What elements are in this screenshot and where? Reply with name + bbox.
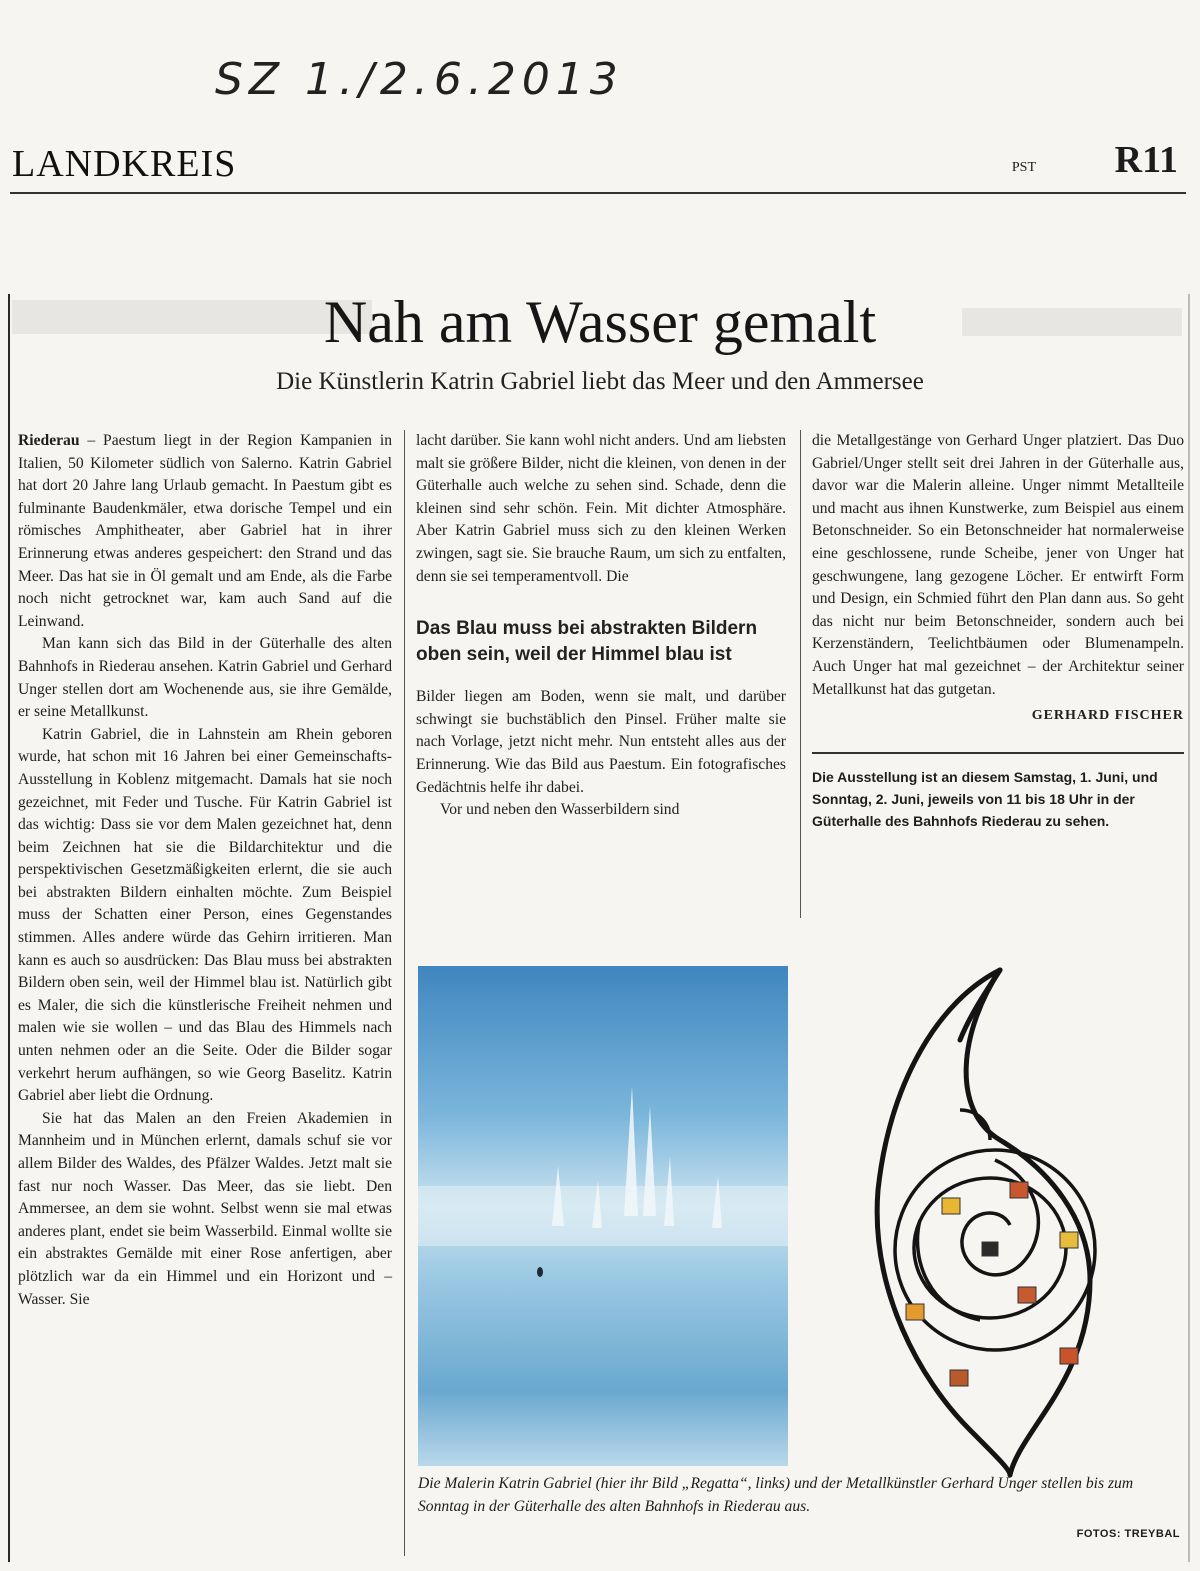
article-column-1 [18, 430, 392, 1311]
article-column-2 [416, 430, 786, 822]
interheading: Das Blau muss bei abstrakten Bildern oben sein, weil der Himmel blau ist [416, 618, 758, 666]
headline: Nah am Wasser gemalt [323, 289, 877, 355]
article-column-3 [812, 430, 1184, 832]
exhibition-info: Die Ausstellung ist an diesem Samstag, 1. Juni, und Sonntag, 2. Juni, jeweils von 11 bis 18 Uhr in der Güterhalle des Bahnhofs Riederau zu sehen. [812, 768, 1158, 829]
paragraph [18, 430, 392, 633]
column-divider [800, 430, 801, 918]
photo-credit: FOTOS: TREYBAL [1076, 1528, 1180, 1540]
section-header [10, 140, 1186, 194]
paragraph: Sie hat das Malen an den Freien Akademien in Mannheim und in München erlernt, damals schuf sie vor allem Bilder des Waldes, des Pfälzer Waldes. Jetzt malt sie fast nur noch Wasser. Das Meer, das sie liebt. Den Ammersee, an dem sie wohnt. Selbst wenn sie mal etwas anderes plant, endet sie beim Wasserbild. Einmal wollte sie ein abstraktes Gemälde mit einer Rose anfertigen, aber plötzlich war da ein Himmel und ein Horizont und – Wasser. Sie [18, 1109, 392, 1308]
paragraph: Bilder liegen am Boden, wenn sie malt, und darüber schwingt sie buchstäblich den Pinsel. Früher malte sie nach Vorlage, jetzt nicht mehr. Nun entsteht alles aus der Erinnerung. Wie das Bild aus Paestum. Ein fotografisches Gedächtnis helfe ihr dabei. [416, 688, 786, 796]
painting-photo [418, 966, 788, 1466]
article-frame-left [8, 294, 10, 1562]
info-box-rule [812, 752, 1184, 754]
paragraph: die Metallgestänge von Gerhard Unger platziert. Das Duo Gabriel/Unger stellt seit drei Jahren in der Güterhalle aus, davor war die Malerin alleine. Unger nimmt Metallteile und macht aus ihnen Kunstwerke, zum Beispiel aus einem Betonschneider. So ein Betonschneider hat normalerweise eine geschlossene, runde Scheibe, jener von Unger hat geschwungene, lang gezogene Löcher. Er entwirft Form und Design, ein Schmied führt den Plan dann aus. So geht das nicht nur beim Betonschneider, sondern auch bei Kerzenständern, Teelichtbäumen oder Blumenampeln. Auch Unger hat mal gezeichnet – der Architektur seiner Metallkunst hat das gutgetan. [812, 432, 1184, 698]
paragraph: Man kann sich das Bild in der Güterhalle des alten Bahnhofs in Riederau ansehen. Katrin Gabriel und Gerhard Unger stellen dort am Wochenende aus, sie ihre Gemälde, er seine Metallkunst. [18, 635, 392, 721]
paragraph: Vor und neben den Wasserbildern sind [440, 801, 680, 819]
section-name: LANDKREIS [12, 143, 237, 185]
handwritten-note [215, 46, 695, 106]
page-number: R11 [1114, 139, 1178, 181]
dateline: Riederau [18, 432, 80, 449]
article-frame-right [1188, 294, 1190, 1562]
column-divider [404, 430, 405, 1556]
photo-caption: Die Malerin Katrin Gabriel (hier ihr Bild „Regatta“, links) und der Metallkünstler Gerhard Unger stellen bis zum Sonntag in der Güterhalle des alten Bahnhofs in Riederau aus. [418, 1475, 1134, 1515]
paragraph: Katrin Gabriel, die in Lahnstein am Rhein geboren wurde, hat schon mit 16 Jahren bei einer Gemeinschafts-Ausstellung in Koblenz mitgemacht. Damals hat sie noch gezeichnet, mit Feder und Tusche. Für Katrin Gabriel ist das wichtig: Dass sie vor dem Malen gezeichnet hat, denn beim Zeichnen hat sie die Bildarchitektur und die perspektivischen Gesetzmäßigkeiten erlernt, die sie auch bei abstrakten Bildern einhalten möchte. Zum Beispiel muss der Schatten einer Person, eines Gegenstandes stimmen. Alles andere würde das Gehirn irritieren. Man kann es auch so ausdrücken: Das Blau muss bei abstrakten Bildern oben sein, weil der Himmel blau ist. Natürlich gibt es Maler, die sich die künstlerische Freiheit nehmen und malen wie sie wollen – und das Blau des Himmels nach unten nehmen oder an die Seite. Oder die Bilder sogar verkehrt herum aufhängen, so wie Georg Baselitz. Katrin Gabriel aber liebt die Ordnung. [18, 725, 392, 1105]
subheadline: Die Künstlerin Katrin Gabriel liebt das Meer und den Ammersee [276, 368, 924, 395]
metal-sculpture-photo [850, 960, 1150, 1480]
author-byline: GERHARD FISCHER [1031, 708, 1184, 724]
handwritten-note-text: SZ 1./2.6.2013 [215, 54, 624, 105]
paragraph: lacht darüber. Sie kann wohl nicht anders. Und am liebsten malt sie größere Bilder, nicht die kleinen, von denen in der Güterhalle auch welche zu sehen sind. Schade, denn die kleinen sind sehr schön. Fein. Mit dichter Atmosphäre. Aber Katrin Gabriel muss sich zu den kleinen Werken zwingen, sagt sie. Sie brauche Raum, um sich zu entfalten, denn sie sei temperamentvoll. Die [416, 432, 786, 585]
paragraph-text: – Paestum liegt in der Region Kampanien in Italien, 50 Kilometer südlich von Salerno. Katrin Gabriel hat dort 20 Jahre lang Urlaub gemacht. In Paestum gibt es fulminante Baudenkmäler, etwa dorische Tempel und ein römisches Amphitheater, aber Gabriel hat in ihrer Erinnerung etwas anderes gespeichert: den Strand und das Meer. Das hat sie in Öl gemalt und am Ende, als die Farbe noch nicht getrocknet war, kam auch Sand auf die Leinwand. [18, 432, 392, 630]
section-code: PST [1011, 160, 1036, 175]
